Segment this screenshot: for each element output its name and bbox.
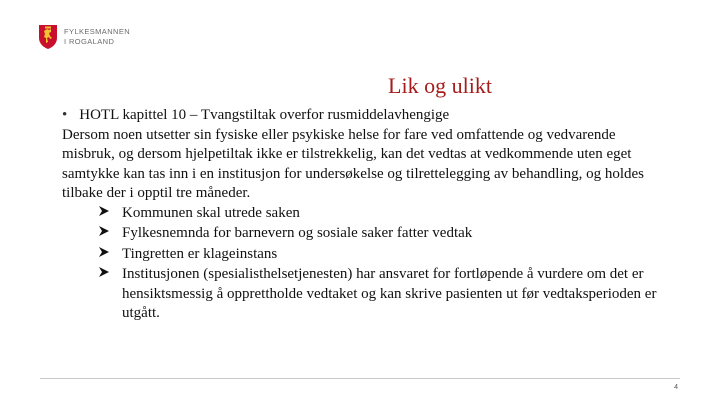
bullet-line bbox=[62, 106, 662, 126]
arrow-bullet-icon bbox=[98, 204, 110, 225]
footer-divider bbox=[40, 378, 680, 379]
coat-of-arms-lion-icon bbox=[38, 24, 58, 50]
bullet-dot-icon: • bbox=[62, 107, 68, 123]
logo-line-1: FYLKESMANNEN bbox=[64, 27, 131, 36]
slide-title: Lik og ulikt bbox=[388, 73, 492, 98]
list-item-text: Institusjonen (spesialisthelsetjenesten) har ansvaret for fortløpende å vurdere om det er hensiktsmessig å opprettholde vedtaket og kan skrive pasienten ut før vedtaksperioden er utgått. bbox=[122, 266, 657, 321]
logo bbox=[38, 24, 130, 50]
arrow-bullet-icon bbox=[98, 245, 110, 266]
list-item bbox=[98, 265, 662, 324]
list-item-text: Tingretten er klageinstans bbox=[122, 245, 278, 262]
list-item bbox=[98, 204, 662, 225]
logo-line-2: I ROGALAND bbox=[64, 37, 115, 46]
arrow-bullet-icon bbox=[98, 265, 110, 324]
list-item-text: Kommunen skal utrede saken bbox=[122, 204, 300, 221]
arrow-bullet-icon bbox=[98, 224, 110, 245]
arrow-list bbox=[62, 204, 662, 324]
bullet-text: HOTL kapittel 10 – Tvangstiltak overfor rusmiddelavhengige bbox=[79, 107, 450, 123]
body-paragraph: Dersom noen utsetter sin fysiske eller psykiske helse for fare ved omfattende og vedvarende misbruk, og dersom hjelpetiltak ikke er tilstrekkelig, kan det vedtas at vedkommende uten eget samtykke kan tas inn i en institusjon for undersøkelse og tilrettelegging av behandling, og holdes tilbake der i opptil tre måneder. bbox=[62, 126, 644, 201]
list-item bbox=[98, 224, 662, 245]
list-item-text: Fylkesnemnda for barnevern og sosiale saker fatter vedtak bbox=[122, 225, 473, 241]
page-number: 4 bbox=[674, 384, 678, 391]
list-item bbox=[98, 245, 662, 266]
slide-content bbox=[62, 106, 662, 324]
logo-text bbox=[64, 27, 130, 47]
